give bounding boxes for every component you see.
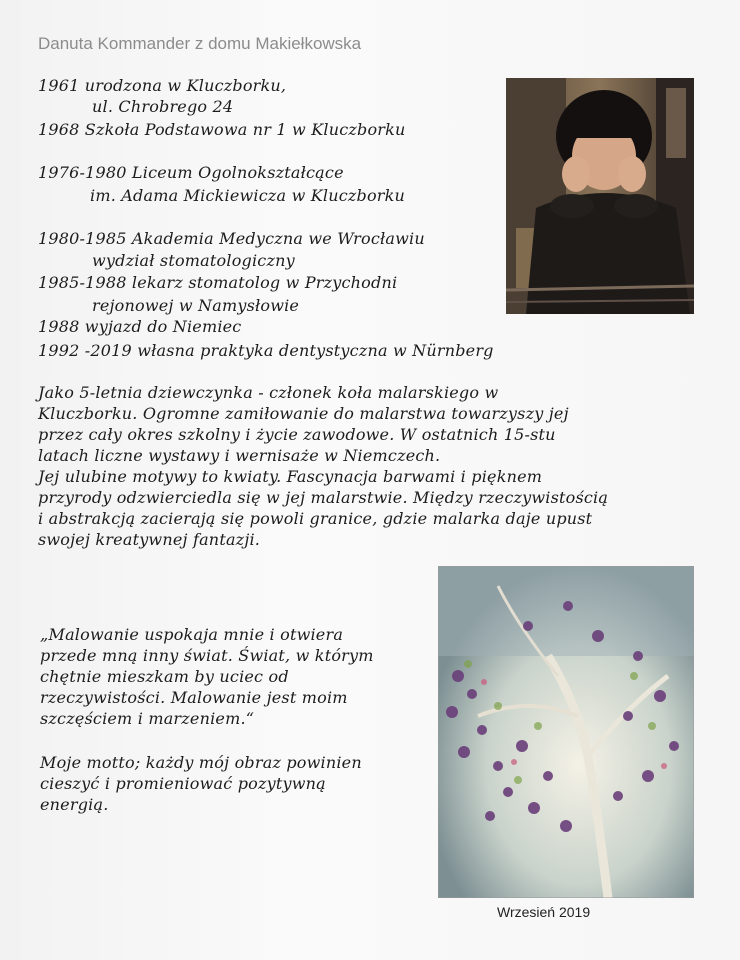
- bio-line: latach liczne wystawy i wernisaże w Niemczech.: [38, 446, 441, 465]
- artist-motto: [40, 752, 430, 815]
- bio-line: Jako 5-letnia dziewczynka - członek koła malarskiego w: [38, 383, 499, 402]
- portrait-photo: [506, 78, 694, 314]
- timeline-line: 1980-1985 Akademia Medyczna we Wrocławiu: [38, 229, 425, 248]
- bio-line: Kluczborku. Ogromne zamiłowanie do malarstwa towarzyszy jej: [38, 404, 569, 423]
- timeline-line: im. Adama Mickiewicza w Kluczborku: [90, 186, 406, 205]
- bio-paragraph: [38, 382, 698, 550]
- timeline-line: 1961 urodzona w Kluczborku,: [38, 76, 287, 95]
- artist-quote: [40, 624, 430, 729]
- timeline-line: 1985-1988 lekarz stomatolog w Przychodni: [38, 273, 398, 292]
- timeline-line: 1976-1980 Liceum Ogolnokształcące: [38, 163, 344, 182]
- quote-line: chętnie mieszkam by uciec od: [40, 667, 289, 686]
- timeline-line: wydział stomatologiczny: [92, 251, 295, 270]
- quote-line: „Malowanie uspokaja mnie i otwiera: [40, 625, 344, 644]
- timeline-line: 1968 Szkoła Podstawowa nr 1 w Kluczborku: [38, 120, 406, 139]
- motto-line: energią.: [40, 795, 109, 814]
- bio-line: przyrody odzwierciedla się w jej malarstwie. Między rzeczywistością: [38, 488, 609, 507]
- timeline-line: 1988 wyjazd do Niemiec: [38, 317, 242, 336]
- quote-line: szczęściem i marzeniem.“: [40, 709, 255, 728]
- painting-caption: Wrzesień 2019: [497, 904, 591, 920]
- timeline-line: ul. Chrobrego 24: [92, 97, 234, 116]
- bio-line: Jej ulubine motywy to kwiaty. Fascynacja barwami i pięknem: [38, 467, 543, 486]
- bio-line: swojej kreatywnej fantazji.: [38, 530, 261, 549]
- bio-line: i abstrakcją zacierają się powoli granice, gdzie malarka daje upust: [38, 509, 593, 528]
- quote-line: rzeczywistości. Malowanie jest moim: [40, 688, 348, 707]
- motto-line: Moje motto; każdy mój obraz powinien: [40, 753, 362, 772]
- timeline-line: 1992 -2019 własna praktyka dentystyczna w Nürnberg: [38, 341, 494, 360]
- page-title: Danuta Kommander z domu Makiełkowska: [38, 34, 362, 53]
- motto-line: cieszyć i promieniować pozytywną: [40, 774, 326, 793]
- bio-line: przez cały okres szkolny i życie zawodowe. W ostatnich 15-stu: [38, 425, 556, 444]
- quote-line: przede mną inny świat. Świat, w którym: [40, 646, 374, 665]
- timeline-line: rejonowej w Namysłowie: [92, 296, 300, 315]
- painting-image: [438, 566, 694, 898]
